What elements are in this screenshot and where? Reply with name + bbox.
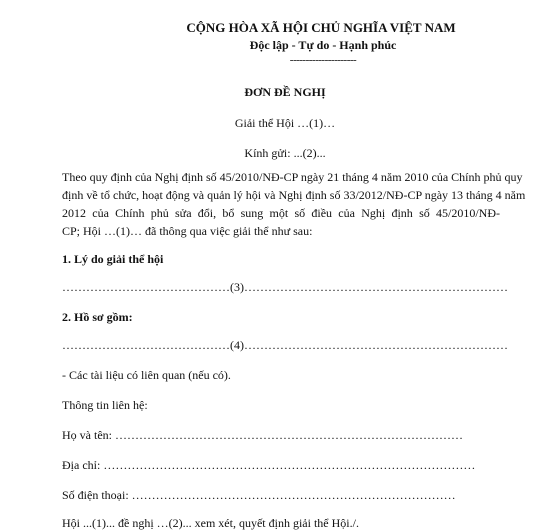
intro-line: 2012 của Chính phủ sửa đổi, bổ sung một số điều của Nghị định số 45/2010/NĐ-	[62, 206, 500, 220]
intro-line: Theo quy định của Nghị định số 45/2010/NĐ-CP ngày 21 tháng 4 năm 2010 của Chính phủ quy	[62, 170, 523, 184]
phone-field: Số điện thoại: ………………………………………………………………………	[62, 488, 456, 502]
header-separator: ---------------------	[289, 54, 357, 66]
recipient-line: Kính gửi: ...(2)...	[244, 146, 326, 160]
section-2-fill-line: ……………………………………(4)…………………………………………………………	[62, 338, 508, 352]
document-title: ĐƠN ĐỀ NGHỊ	[244, 85, 326, 99]
document-subtitle: Giải thể Hội …(1)…	[234, 116, 336, 130]
country-header: CỘNG HÒA XÃ HỘI CHỦ NGHĨA VIỆT NAM	[186, 20, 456, 35]
address-field: Địa chỉ: …………………………………………………………………………………	[62, 458, 476, 472]
closing-statement: Hội ...(1)... đề nghị …(2)... xem xét, quyết định giải thể Hội./.	[62, 516, 359, 530]
name-field: Họ và tên: ……………………………………………………………………………	[62, 428, 463, 442]
section-1-title: 1. Lý do giải thể hội	[62, 252, 164, 266]
contact-heading: Thông tin liên hệ:	[62, 398, 148, 412]
motto: Độc lập - Tự do - Hạnh phúc	[249, 38, 397, 52]
intro-line: CP; Hội …(1)… đã thông qua việc giải thể như sau:	[62, 224, 313, 238]
section-1-fill-line: ……………………………………(3)…………………………………………………………	[62, 280, 508, 294]
attachments-note: - Các tài liệu có liên quan (nếu có).	[62, 368, 231, 382]
intro-line: định về tổ chức, hoạt động và quản lý hội và Nghị định số 33/2012/NĐ-CP ngày 13 tháng 4 năm	[62, 188, 526, 202]
intro-paragraph	[62, 168, 526, 240]
section-2-title: 2. Hồ sơ gồm:	[62, 310, 133, 324]
